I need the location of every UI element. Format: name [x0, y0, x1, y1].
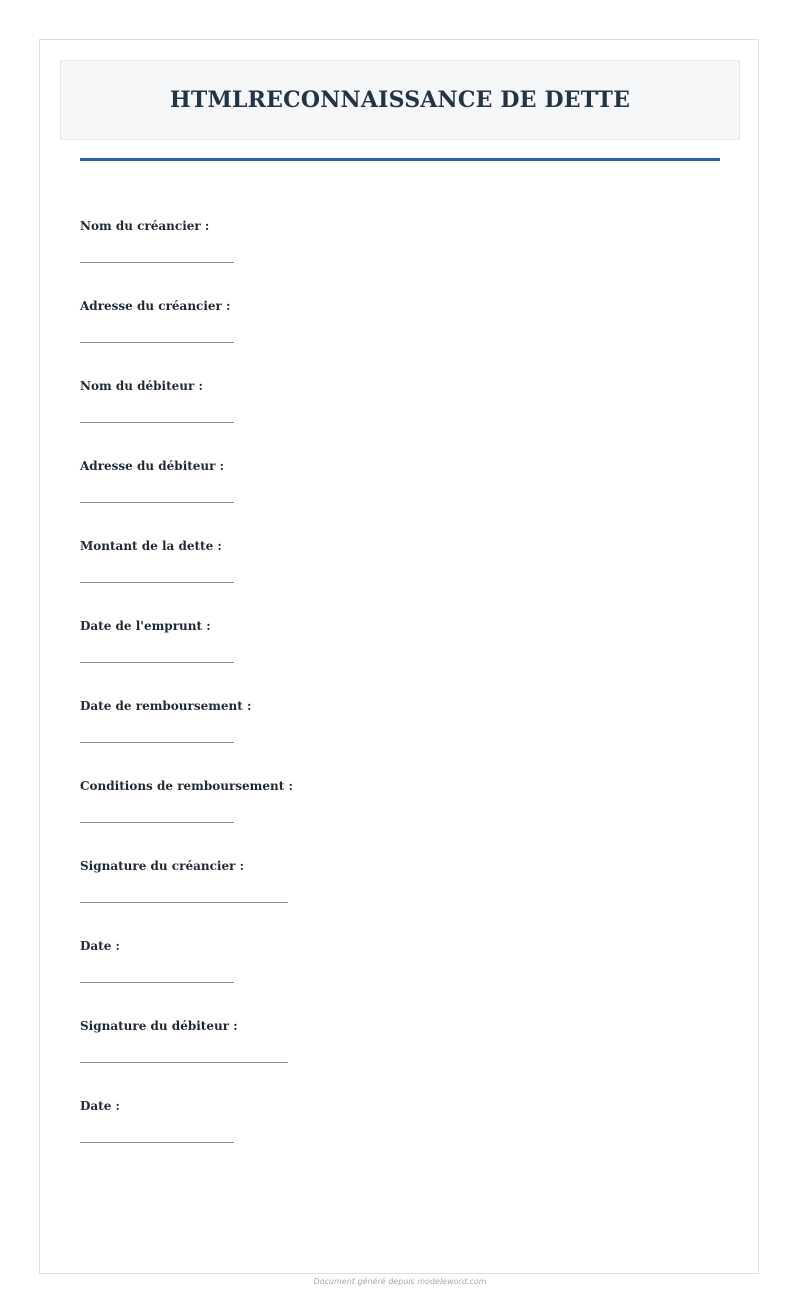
- fill-in-line[interactable]: [80, 662, 234, 663]
- field-creditor-date: [80, 938, 720, 1018]
- field-creditor-address: [80, 298, 720, 378]
- field-debtor-name: [80, 378, 720, 458]
- field-label: Adresse du débiteur :: [80, 459, 225, 473]
- field-debtor-address: [80, 458, 720, 538]
- field-repayment-conditions: [80, 778, 720, 858]
- field-label: Date de remboursement :: [80, 699, 252, 713]
- field-label: Date :: [80, 1099, 120, 1113]
- fill-in-line[interactable]: [80, 822, 234, 823]
- signature-line[interactable]: [80, 902, 288, 903]
- document-page: [39, 39, 759, 1274]
- fill-in-line[interactable]: [80, 982, 234, 983]
- field-debtor-signature: [80, 1018, 720, 1098]
- fill-in-line[interactable]: [80, 1142, 234, 1143]
- fill-in-line[interactable]: [80, 262, 234, 263]
- fill-in-line[interactable]: [80, 422, 234, 423]
- field-label: Nom du débiteur :: [80, 379, 203, 393]
- accent-divider: [80, 158, 720, 161]
- form-fields: [80, 218, 720, 1178]
- document-title: HTMLRECONNAISSANCE DE DETTE: [169, 87, 631, 113]
- fill-in-line[interactable]: [80, 582, 234, 583]
- field-debtor-date: [80, 1098, 720, 1178]
- fill-in-line[interactable]: [80, 502, 234, 503]
- field-label: Date de l'emprunt :: [80, 619, 211, 633]
- fill-in-line[interactable]: [80, 342, 234, 343]
- field-label: Conditions de remboursement :: [80, 779, 293, 793]
- field-debt-amount: [80, 538, 720, 618]
- field-creditor-signature: [80, 858, 720, 938]
- field-label: Date :: [80, 939, 120, 953]
- field-label: Adresse du créancier :: [80, 299, 231, 313]
- field-repayment-date: [80, 698, 720, 778]
- fill-in-line[interactable]: [80, 742, 234, 743]
- field-label: Signature du débiteur :: [80, 1019, 238, 1033]
- footer-credit: Document généré depuis modeleword.com: [313, 1277, 487, 1286]
- title-box: [60, 60, 740, 140]
- field-label: Montant de la dette :: [80, 539, 222, 553]
- signature-line[interactable]: [80, 1062, 288, 1063]
- field-creditor-name: [80, 218, 720, 298]
- field-loan-date: [80, 618, 720, 698]
- field-label: Nom du créancier :: [80, 219, 210, 233]
- field-label: Signature du créancier :: [80, 859, 245, 873]
